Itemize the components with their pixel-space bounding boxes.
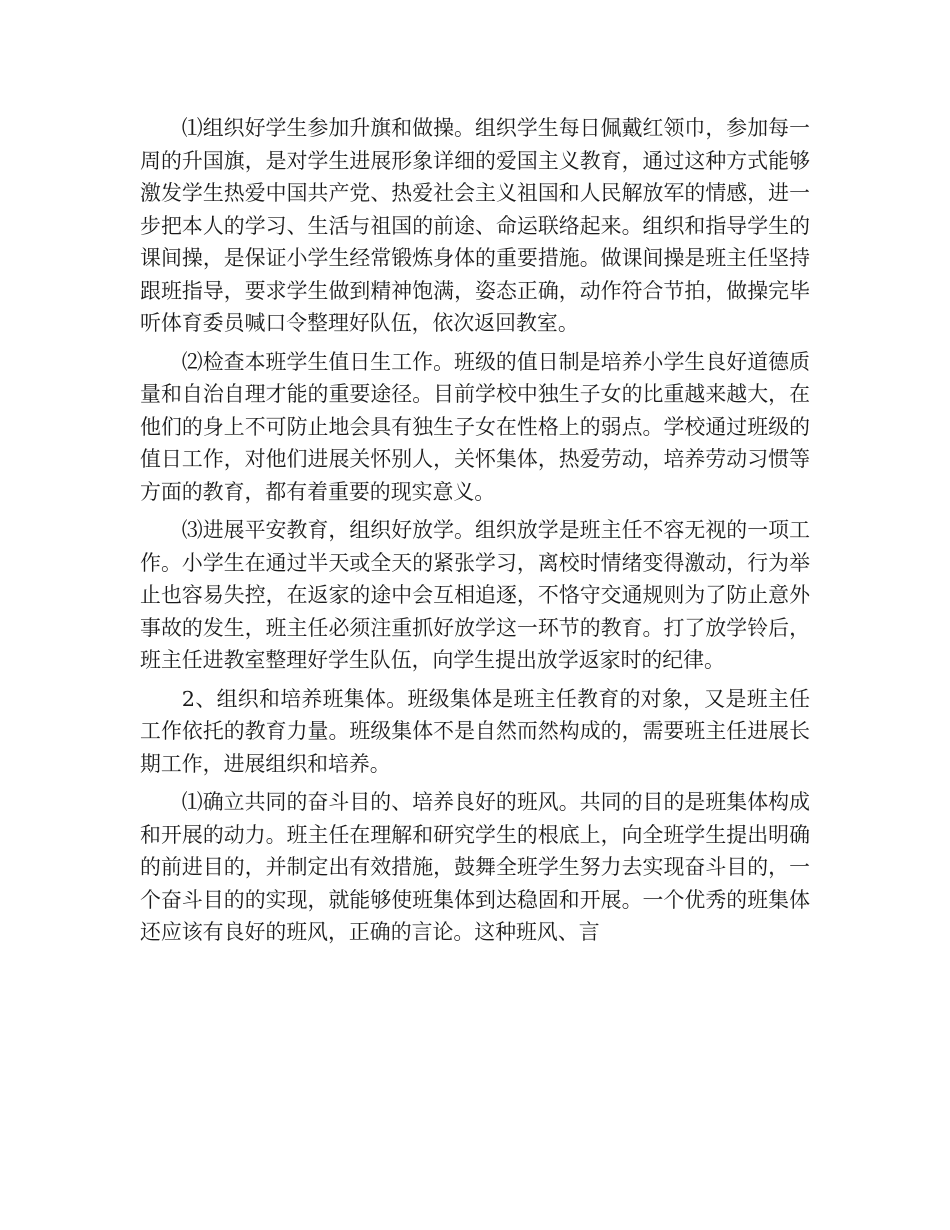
paragraph-4: 2、组织和培养班集体。班级集体是班主任教育的对象，又是班主任工作依托的教育力量。班级集体不是自然而然构成的，需要班主任进展长期工作，进展组织和培养。 [140,686,810,776]
paragraph-1: ⑴组织好学生参加升旗和做操。组织学生每日佩戴红领巾，参加每一周的升国旗，是对学生进展形象详细的爱国主义教育，通过这种方式能够激发学生热爱中国共产党、热爱社会主义祖国和人民解放军的情感，进一步把本人的学习、生活与祖国的前途、命运联络起来。组织和指导学生的课间操，是保证小学生经常锻炼身体的重要措施。做课间操是班主任坚持跟班指导，要求学生做到精神饱满，姿态正确，动作符合节拍，做操完毕听体育委员喊口令整理好队伍，依次返回教室。 [140,116,810,335]
paragraph-3: ⑶进展平安教育，组织好放学。组织放学是班主任不容无视的一项工作。小学生在通过半天或全天的紧张学习，离校时情绪变得激动，行为举止也容易失控，在返家的途中会互相追逐，不恪守交通规则为了防止意外事故的发生，班主任必须注重抓好放学这一环节的教育。打了放学铃后，班主任进教室整理好学生队伍，向学生提出放学返家时的纪律。 [140,518,810,672]
paragraph-5: ⑴确立共同的奋斗目的、培养良好的班风。共同的目的是班集体构成和开展的动力。班主任在理解和研究学生的根底上，向全班学生提出明确的前进目的，并制定出有效措施，鼓舞全班学生努力去实现奋斗目的，一个奋斗目的的实现，就能够使班集体到达稳固和开展。一个优秀的班集体还应该有良好的班风，正确的言论。这种班风、言 [140,790,810,944]
paragraph-2: ⑵检查本班学生值日生工作。班级的值日制是培养小学生良好道德质量和自治自理才能的重要途径。目前学校中独生子女的比重越来越大，在他们的身上不可防止地会具有独生子女在性格上的弱点。学校通过班级的值日工作，对他们进展关怀别人，关怀集体，热爱劳动，培养劳动习惯等方面的教育，都有着重要的现实意义。 [140,349,810,504]
document-body [140,112,810,955]
